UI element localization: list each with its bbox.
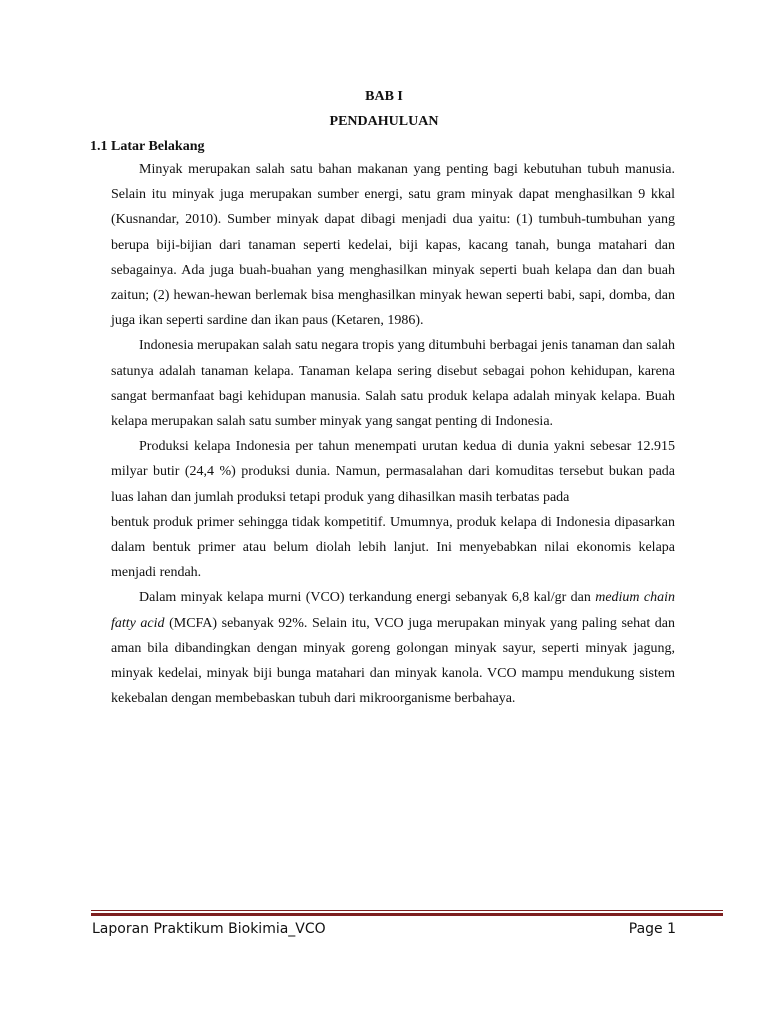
paragraph-5-intro: Dalam minyak kelapa murni (VCO) terkandung energi sebanyak 6,8 kal/gr dan xyxy=(139,590,591,606)
section-heading: 1.1 Latar Belakang xyxy=(90,139,205,154)
paragraph-5-rest: (MCFA) sebanyak 92%. Selain itu, VCO juga merupakan minyak yang paling sehat dan aman bila dibandingkan dengan minyak goreng golongan minyak sayur, seperti minyak jagung, minyak kedelai, minyak biji bunga matahari dan minyak kanola. VCO mampu mendukung sistem kekebalan dengan membebaskan tubuh dari mikroorganisme berbahaya. xyxy=(111,615,675,707)
footer-rule-thin xyxy=(91,910,723,911)
page-number: Page 1 xyxy=(628,921,676,937)
footer-title: Laporan Praktikum Biokimia_VCO xyxy=(92,921,326,937)
paragraph-2: Indonesia merupakan salah satu negara tropis yang ditumbuhi berbagai jenis tanaman dan salah satunya adalah tanaman kelapa. Tanaman kelapa sering disebut sebagai pohon kehidupan, karena sangat bermanfaat bagi kehidupan manusia. Salah satu produk kelapa adalah minyak kelapa. Buah kelapa merupakan salah satu sumber minyak yang sangat penting di Indonesia. xyxy=(111,338,675,430)
footer-rule-thick xyxy=(91,913,723,916)
paragraph-4: bentuk produk primer sehingga tidak kompetitif. Umumnya, produk kelapa di Indonesia dipasarkan dalam bentuk primer atau belum diolah lebih lanjut. Ini menyebabkan nilai ekonomis kelapa menjadi rendah. xyxy=(111,514,675,581)
paragraph-5-italic-term: medium chain fatty acid xyxy=(111,590,675,631)
paragraph-1: Minyak merupakan salah satu bahan makanan yang penting bagi kebutuhan tubuh manusia. Selain itu minyak juga merupakan sumber energi, satu gram minyak dapat menghasilkan 9 kkal (Kusnandar, 2010). Sumber minyak dapat dibagi menjadi dua yaitu: (1) tumbuh-tumbuhan yang berupa biji-bijian dari tanaman seperti kedelai, biji kapas, kacang tanah, bunga matahari dan sebagainya. Ada juga buah-buahan yang menghasilkan minyak seperti buah kelapa dan dan buah zaitun; (2) hewan-hewan berlemak bisa menghasilkan minyak hewan seperti babi, sapi, domba, dan juga ikan seperti sardine dan ikan paus (Ketaren, 1986). xyxy=(111,162,675,329)
paragraph-3: Produksi kelapa Indonesia per tahun menempati urutan kedua di dunia yakni sebesar 12.915 milyar butir (24,4 %) produksi dunia. Namun, permasalahan dari komuditas tersebut bukan pada luas lahan dan jumlah produksi tetapi produk yang dihasilkan masih terbatas pada xyxy=(111,439,675,505)
chapter-number: BAB I xyxy=(365,89,403,104)
body-text xyxy=(111,157,675,711)
paragraph-5 xyxy=(111,585,675,711)
chapter-title: PENDAHULUAN xyxy=(329,114,439,129)
